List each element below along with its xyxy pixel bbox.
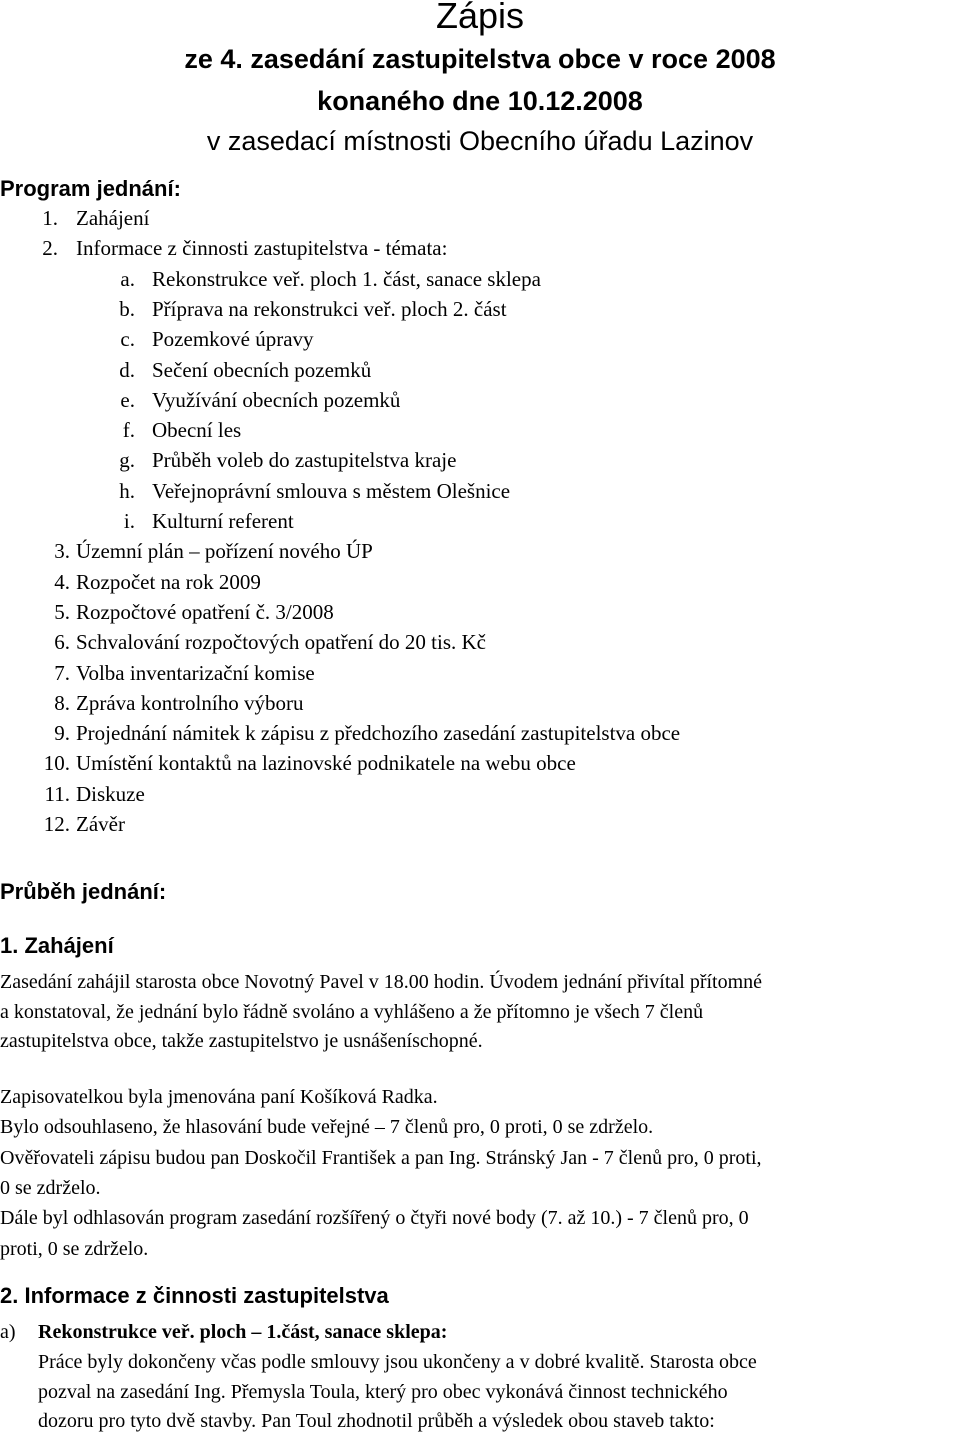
program-item-text: Kulturní referent (152, 509, 294, 533)
program-item-marker: i. (123, 509, 135, 533)
program-item-marker: 11. (44, 781, 70, 806)
section-2-heading: 2. Informace z činnosti zastupitelstva (0, 1283, 389, 1308)
program-item-marker: g. (119, 448, 135, 473)
program-item-marker: c. (120, 327, 135, 352)
paragraph-line: Zasedání zahájil starosta obce Novotný Pavel v 18.00 hodin. Úvodem jednání přivítal přítomné (0, 971, 763, 993)
meeting-date: konaného dne 10.12.2008 (317, 86, 643, 116)
program-item-marker: 2. (42, 236, 58, 261)
program-item-marker: d. (119, 357, 135, 382)
program-item-text: Veřejnoprávní smlouva s městem Olešnice (152, 478, 511, 503)
program-item-marker: b. (119, 296, 135, 321)
program-item-marker: a. (120, 266, 135, 291)
program-item-marker: 3. (54, 539, 70, 564)
program-item-text: Využívání obecních pozemků (152, 387, 401, 412)
paragraph-line: proti, 0 se zdrželo. (0, 1237, 149, 1260)
paragraph-line: zastupitelstva obce, takže zastupitelstvo je usnášeníschopné. (0, 1030, 483, 1052)
program-item-text: Sečení obecních pozemků (152, 357, 372, 382)
program-item-marker: 9. (54, 721, 70, 746)
program-item-marker: 4. (54, 569, 70, 594)
paragraph-line: Ověřovateli zápisu budou pan Doskočil František a pan Ing. Stránský Jan - 7 členů pro, 0 proti, (0, 1146, 762, 1169)
program-item-text: Projednání námitek k zápisu z předchozího zasedání zastupitelstva obce (76, 721, 681, 746)
program-item-marker: 8. (54, 690, 70, 715)
section-2-item-a-letter: a) (0, 1321, 16, 1343)
program-item-text: Schvalování rozpočtových opatření do 20 tis. Kč (76, 630, 486, 655)
program-item-text: Průběh voleb do zastupitelstva kraje (152, 448, 457, 473)
document-title: Zápis (435, 0, 525, 36)
program-item-text: Rekonstrukce veř. ploch 1. část, sanace sklepa (152, 266, 541, 291)
program-item-text: Zahájení (76, 206, 150, 230)
program-item-text: Závěr (76, 812, 125, 836)
program-item-text: Informace z činnosti zastupitelstva - témata: (76, 236, 448, 261)
paragraph-line: 0 se zdrželo. (0, 1176, 101, 1199)
paragraph-line: dozoru pro tyto dvě stavby. Pan Toul zhodnotil průběh a výsledek obou staveb takto: (38, 1410, 715, 1432)
program-item-text: Diskuze (76, 781, 145, 806)
program-item-marker: 5. (54, 599, 70, 624)
program-item-text: Obecní les (152, 418, 242, 443)
program-item-text: Rozpočtové opatření č. 3/2008 (76, 599, 334, 624)
program-item-text: Umístění kontaktů na lazinovské podnikatele na webu obce (76, 751, 576, 776)
program-item-marker: f. (122, 418, 135, 443)
paragraph-line: Práce byly dokončeny včas podle smlouvy jsou ukončeny a v dobré kvalitě. Starosta obce (38, 1351, 757, 1373)
program-item-text: Příprava na rekonstrukci veř. ploch 2. část (152, 296, 507, 321)
section-1-heading: 1. Zahájení (0, 933, 114, 958)
program-item-marker: 10. (43, 751, 70, 776)
program-item-marker: 6. (54, 630, 70, 655)
proceedings-heading: Průběh jednání: (0, 879, 167, 904)
program-item-text: Rozpočet na rok 2009 (76, 569, 261, 594)
program-item-text: Územní plán – pořízení nového ÚP (76, 539, 373, 564)
paragraph-line: a konstatoval, že jednání bylo řádně svoláno a vyhlášeno a že přítomno je všech 7 členů (0, 1000, 704, 1023)
section-2-item-a-title: Rekonstrukce veř. ploch – 1.část, sanace sklepa: (38, 1321, 448, 1343)
paragraph-line: pozval na zasedání Ing. Přemysla Toula, který pro obec vykonává činnost technického (38, 1380, 728, 1403)
program-item-marker: h. (119, 478, 135, 503)
paragraph-line: Zapisovatelkou byla jmenována paní Košíková Radka. (0, 1086, 438, 1108)
program-item-text: Volba inventarizační komise (76, 660, 315, 685)
program-item-text: Pozemkové úpravy (152, 327, 314, 352)
paragraph-line: Dále byl odhlasován program zasedání rozšířený o čtyři nové body (7. až 10.) - 7 členů pro, 0 (0, 1207, 749, 1230)
program-item-marker: 12. (43, 812, 70, 836)
program-item-marker: e. (120, 387, 135, 412)
program-item-marker: 1. (42, 206, 58, 230)
program-item-text: Zpráva kontrolního výboru (76, 690, 304, 715)
program-item-marker: 7. (54, 660, 70, 685)
program-heading: Program jednání: (0, 176, 181, 201)
meeting-location: v zasedací místnosti Obecního úřadu Lazinov (206, 126, 754, 156)
meeting-title: ze 4. zasedání zastupitelstva obce v roce 2008 (184, 44, 776, 74)
paragraph-line: Bylo odsouhlaseno, že hlasování bude veřejné – 7 členů pro, 0 proti, 0 se zdrželo. (0, 1116, 654, 1139)
